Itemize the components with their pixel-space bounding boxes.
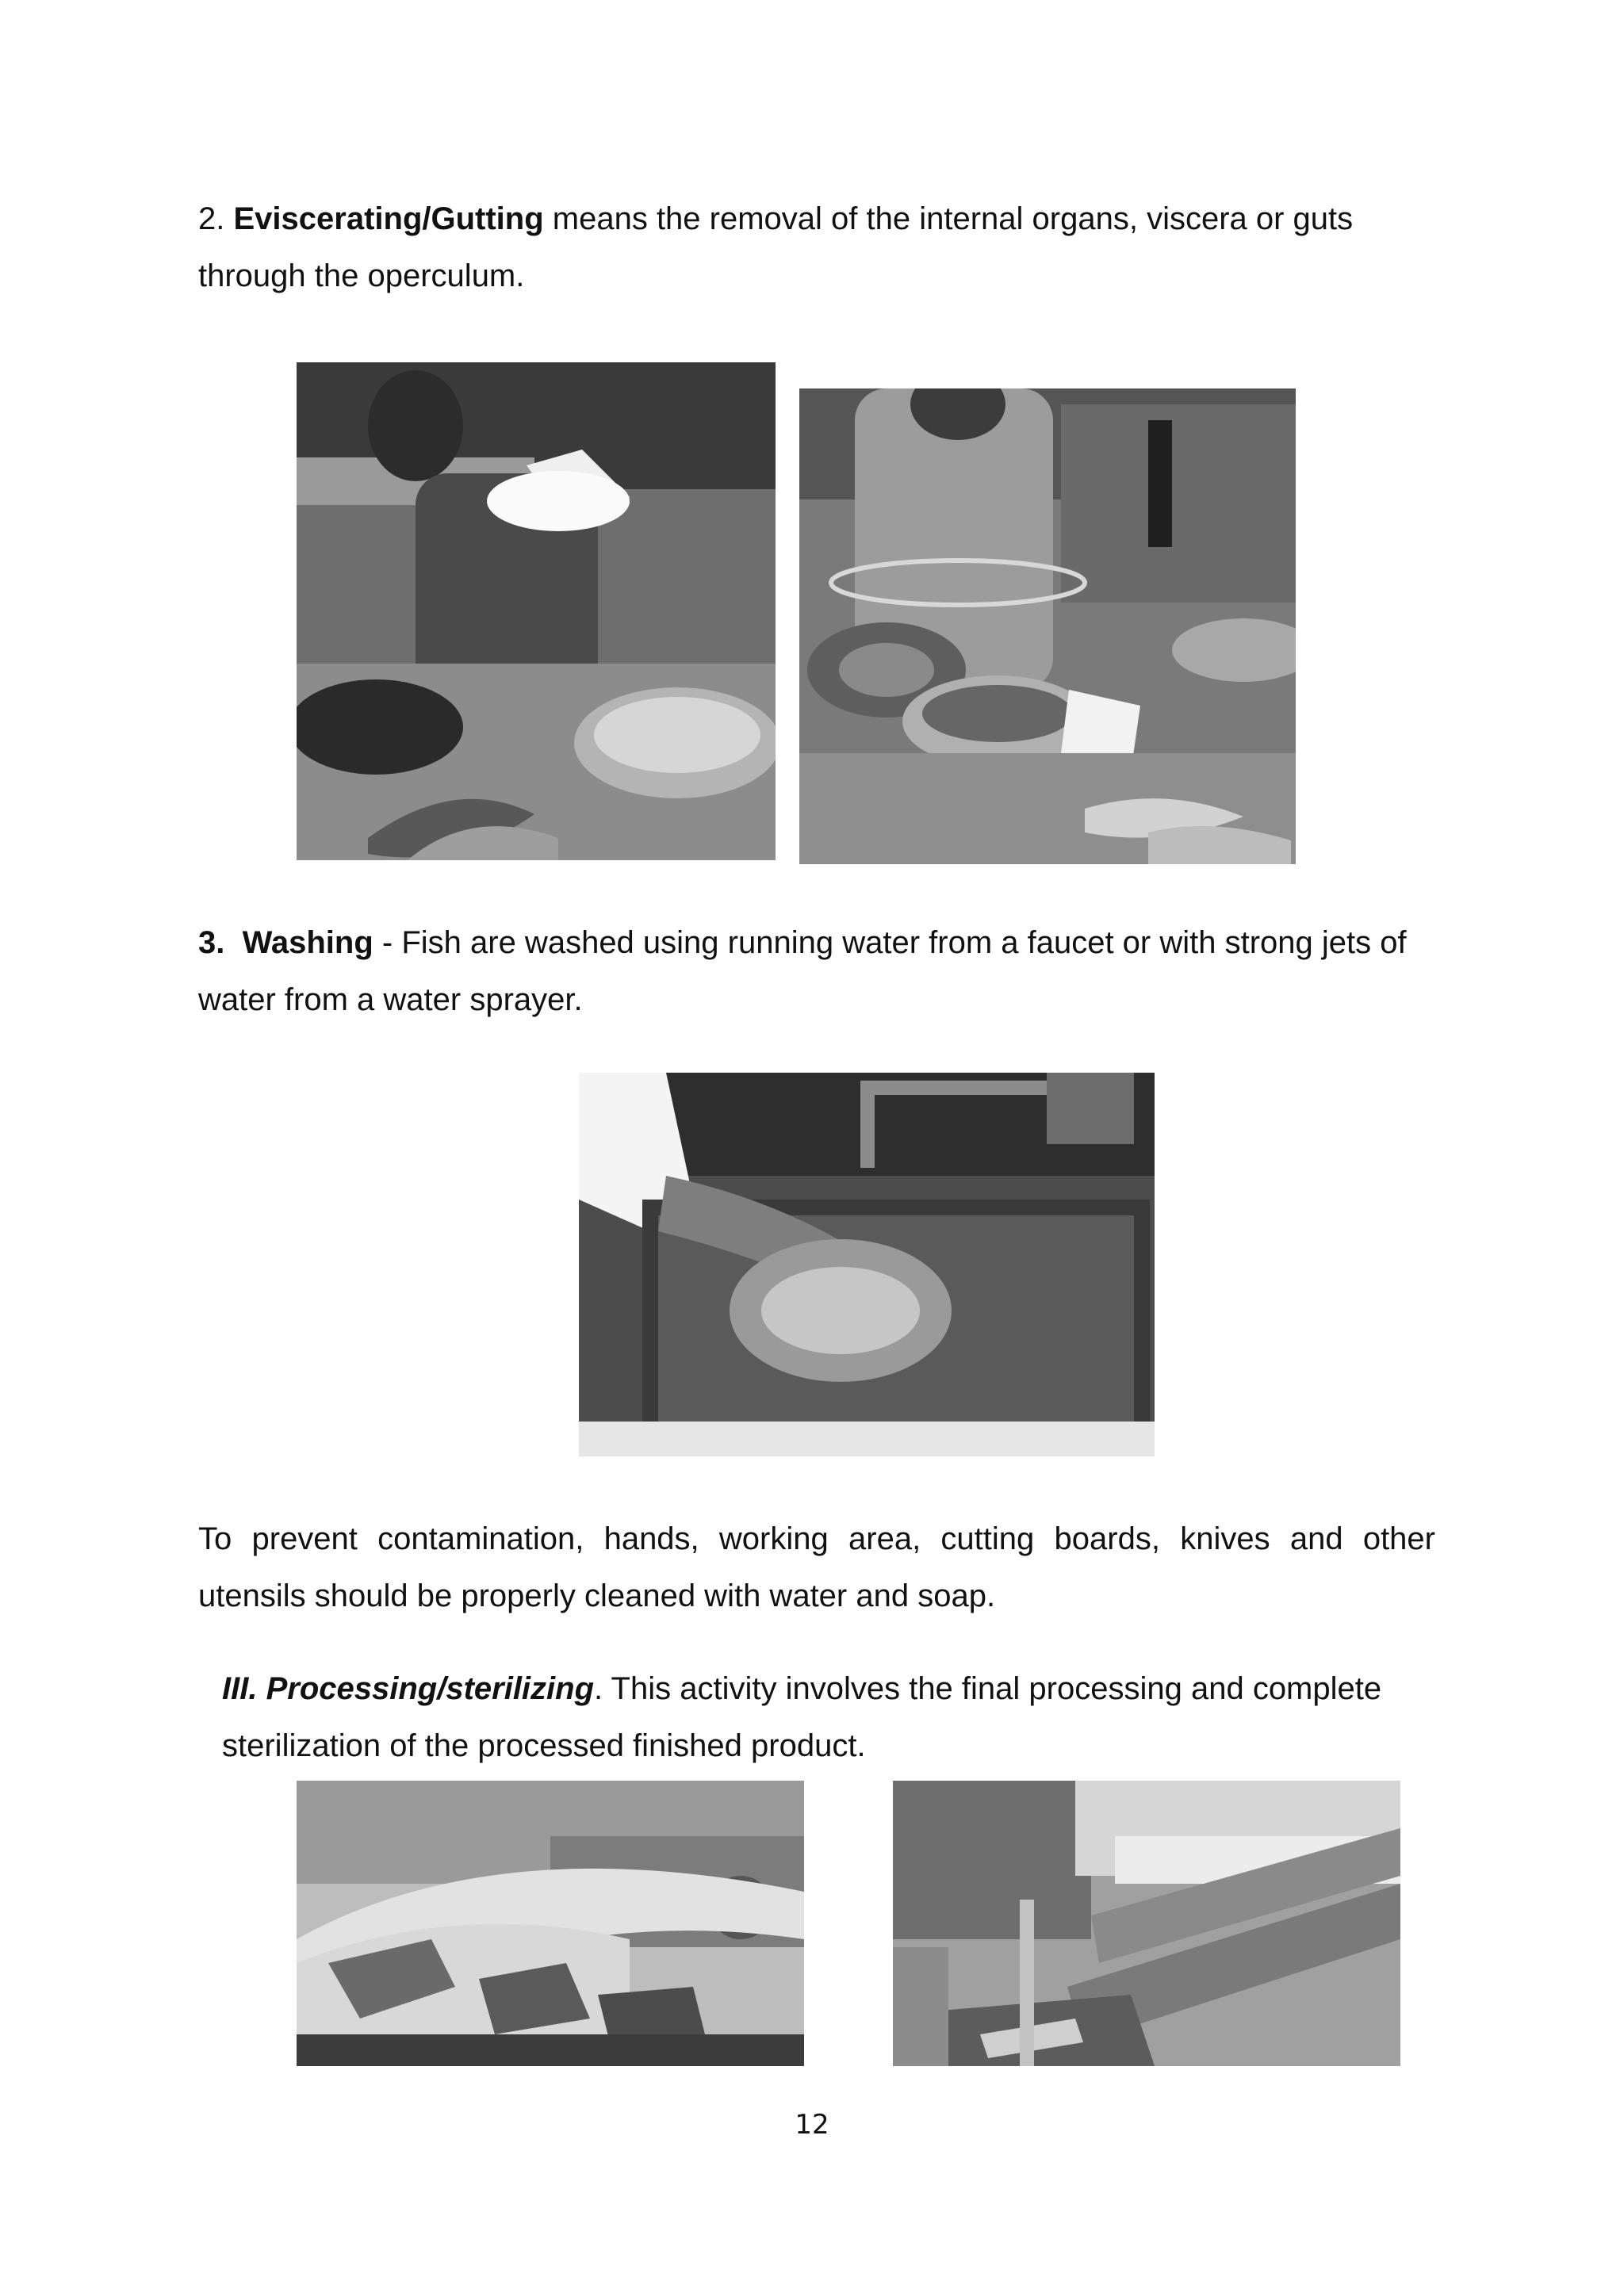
processing-photo-left	[297, 1781, 804, 2066]
washing-paragraph	[198, 914, 1435, 1028]
processing-photo-right	[893, 1781, 1400, 2066]
gutting-photo-left	[297, 362, 776, 860]
processing-text: . This activity involves the final processing and complete sterilization of the processed finished product.	[222, 1671, 1382, 1763]
washing-photo	[579, 1073, 1155, 1456]
processing-term: III. Processing/sterilizing	[222, 1671, 595, 1706]
gutting-number: 2.	[198, 201, 225, 236]
hygiene-paragraph: To prevent contamination, hands, working area, cutting boards, knives and other utensils should be properly cleaned with water and soap.	[198, 1521, 1435, 1613]
washing-term: Washing	[242, 925, 373, 960]
page-number: 12	[795, 2109, 829, 2141]
gutting-text: means the removal of the internal organs, viscera or guts through the operculum.	[198, 201, 1354, 293]
gutting-paragraph	[198, 190, 1435, 304]
processing-paragraph	[222, 1660, 1435, 1774]
washing-number: 3.	[198, 925, 225, 960]
gutting-term: Eviscerating/Gutting	[233, 201, 544, 236]
washing-text: - Fish are washed using running water from a faucet or with strong jets of water from a water sprayer.	[198, 925, 1407, 1017]
gutting-photo-right	[799, 388, 1296, 864]
